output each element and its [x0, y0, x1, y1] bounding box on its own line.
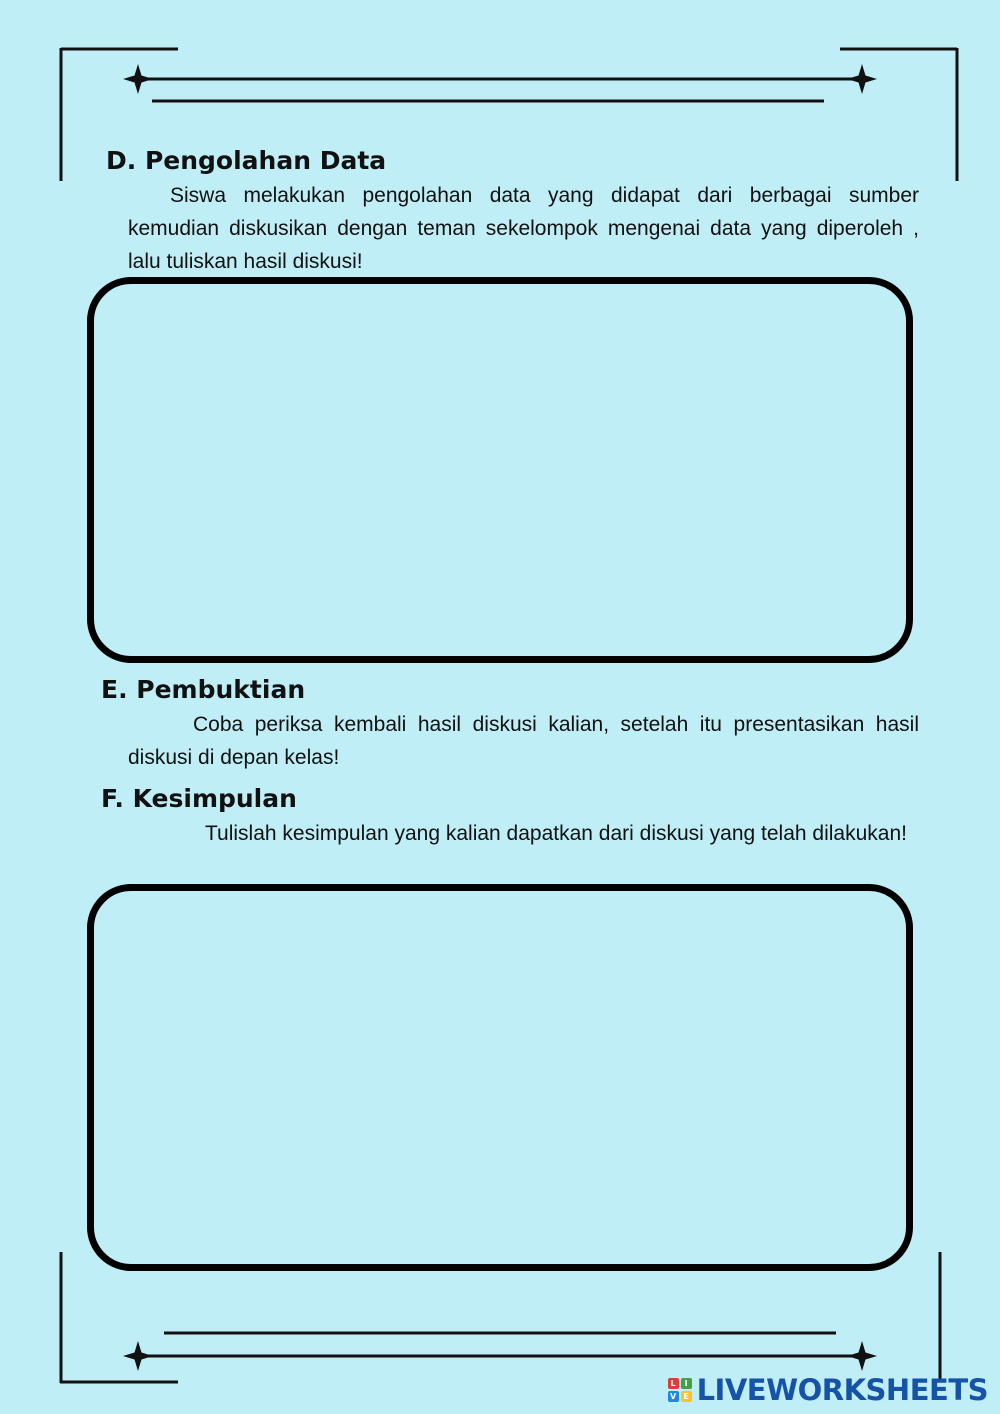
logo-letter-l: L: [668, 1378, 679, 1389]
section-e-instruction: Coba periksa kembali hasil diskusi kalian, setelah itu presentasikan hasil diskusi di depan kelas!: [128, 713, 919, 769]
logo-letter-e: E: [681, 1391, 692, 1402]
logo-letter-i: I: [681, 1378, 692, 1389]
section-d-instruction: Siswa melakukan pengolahan data yang didapat dari berbagai sumber kemudian diskusikan dengan teman sekelompok mengenai data yang diperoleh , lalu tuliskan hasil diskusi!: [128, 184, 919, 273]
sparkle-icon: [123, 64, 153, 94]
sparkle-icon: [847, 1341, 877, 1371]
corner-bracket-bottom-left: [60, 1252, 178, 1383]
section-f-title: F. Kesimpulan: [101, 784, 297, 813]
liveworksheets-logo: [668, 1372, 988, 1408]
section-d-title: D. Pengolahan Data: [106, 146, 387, 175]
section-f-instruction: Tulislah kesimpulan yang kalian dapatkan dari diskusi yang telah dilakukan!: [205, 822, 907, 845]
brand-name: LIVEWORKSHEETS: [696, 1373, 988, 1407]
section-e-title: E. Pembuktian: [101, 675, 306, 704]
sparkle-icon: [847, 64, 877, 94]
corner-bracket-top-right: [840, 48, 957, 181]
sparkle-icon: [123, 1341, 153, 1371]
liveworksheets-logo-icon: [668, 1378, 692, 1402]
logo-letter-v: V: [668, 1391, 679, 1402]
answer-box-data-processing[interactable]: [87, 277, 913, 663]
answer-box-conclusion[interactable]: [87, 884, 913, 1271]
